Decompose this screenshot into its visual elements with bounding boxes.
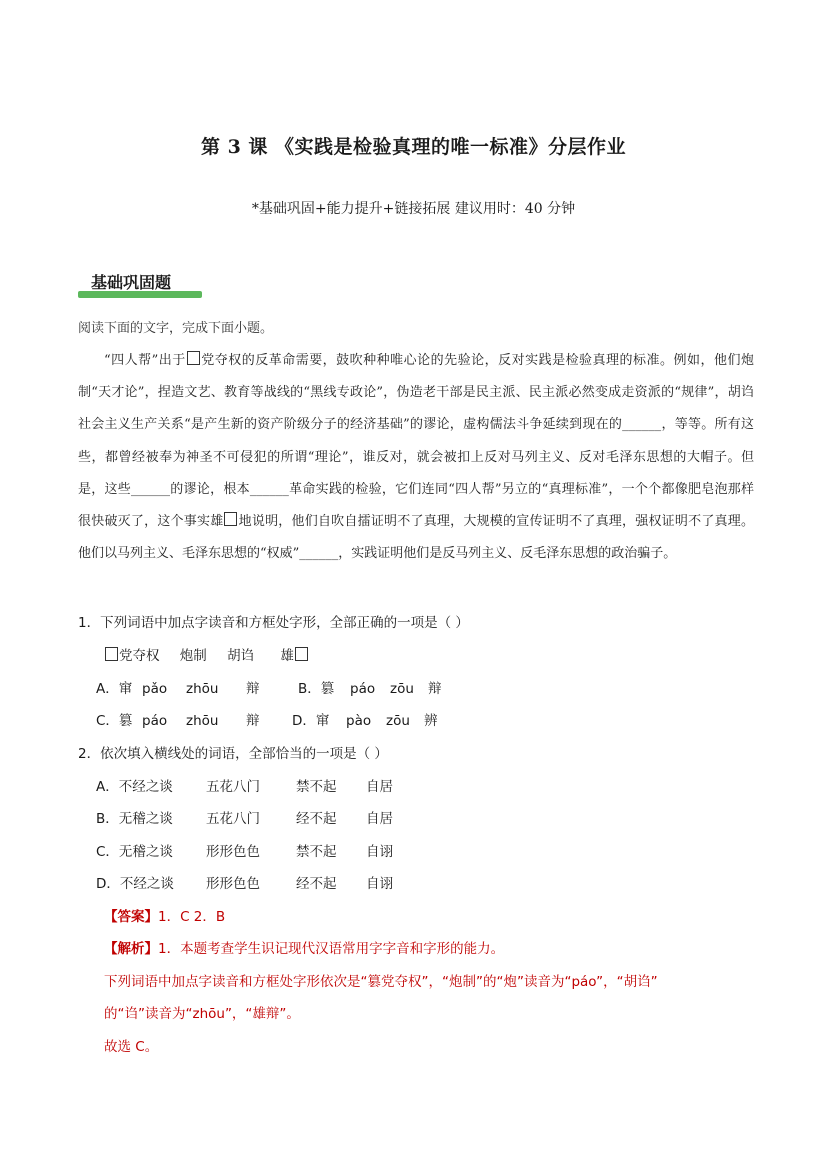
analysis-line-1 [104, 937, 504, 957]
question-2-option-d[interactable]: D．不经之谈 形形色色 经不起 自诩 [96, 876, 393, 892]
answer-label: 【答案】 [104, 909, 158, 925]
question-1-option-b[interactable]: B．篡 páo zōu 辩 [298, 681, 442, 697]
blank-box [224, 512, 237, 526]
question-1-option-c[interactable]: C．篡 páo zhōu 辩 [96, 713, 260, 729]
word: 雄 [280, 648, 294, 664]
passage-text: 党夺权的反革命需要，鼓吹种种唯心论的先验论，反对实践是检验真理的标准。例如，他们炮制“天才论”，捏造文艺、教育等战线的“黑线专政论”，伪造老干部是民主派、民主派必然变成走资派的“规律”，胡诌社会主义生产关系“是产生新的资产阶级分子的经济基础”的谬论，虚构儒法斗争延续到现在的______，等等。所有这些，都曾经被奉为神圣不可侵犯的所谓“理论”，谁反对，就会被扣上反对马列主义、反对毛泽东思想的大帽子。但是，这些______的谬论，根本______革命实践的检验，它们连同“四人帮”另立的“真理标准”，一个个都像肥皂泡那样很快破灭了，这个事实雄 [78, 353, 754, 530]
instruction: 阅读下面的文字，完成下面小题。 [78, 321, 274, 336]
section-header [78, 270, 202, 300]
question-1-words [104, 644, 309, 664]
word: 胡诌 [227, 648, 255, 664]
question-2-option-a[interactable]: A．不经之谈 五花八门 禁不起 自居 [96, 779, 393, 795]
answer-line [104, 905, 225, 925]
section-title: 基础巩固题 [91, 273, 172, 292]
question-1-option-a[interactable]: A．窜 pǎo zhōu 辩 [96, 681, 260, 697]
question-2-stem: 2．依次填入横线处的词语，全部恰当的一项是（ ） [78, 746, 388, 762]
blank-box [187, 351, 200, 365]
answer-text: 1．C 2．B [158, 909, 226, 925]
analysis-text: 1．本题考查学生识记现代汉语常用字字音和字形的能力。 [158, 941, 505, 957]
passage-text: “四人帮”出于 [104, 353, 186, 368]
question-1-option-d[interactable]: D．窜 pào zōu 辨 [292, 713, 438, 729]
analysis-line-4: 故选 C。 [104, 1039, 159, 1055]
reading-passage [78, 345, 754, 570]
blank-box [105, 647, 118, 661]
question-2-option-b[interactable]: B．无稽之谈 五花八门 经不起 自居 [96, 811, 393, 827]
question-1-stem: 1．下列词语中加点字读音和方框处字形，全部正确的一项是（ ） [78, 615, 469, 631]
analysis-line-3: 的“诌”读音为“zhōu”，“雄辩”。 [104, 1006, 300, 1022]
blank-box [295, 647, 308, 661]
analysis-label: 【解析】 [104, 941, 158, 957]
question-2-option-c[interactable]: C．无稽之谈 形形色色 禁不起 自诩 [96, 844, 393, 860]
word: 炮制 [179, 648, 207, 664]
analysis-line-2: 下列词语中加点字读音和方框处字形依次是“篡党夺权”，“炮制”的“炮”读音为“páo”，“胡诌” [104, 974, 658, 990]
subtitle: *基础巩固+能力提升+链接拓展 建议用时：40 分钟 [251, 201, 576, 217]
page-title: 第 3 课 《实践是检验真理的唯一标准》分层作业 [200, 136, 627, 158]
word: 党夺权 [119, 648, 160, 664]
passage-text: 地说明，他们自吹自擂证明不了真理，大规模的宣传证明不了真理，强权证明不了真理。他们以马列主义、毛泽东思想的“权威”______，实践证明他们是反马列主义、反毛泽东思想的政治骗子。 [78, 514, 754, 562]
